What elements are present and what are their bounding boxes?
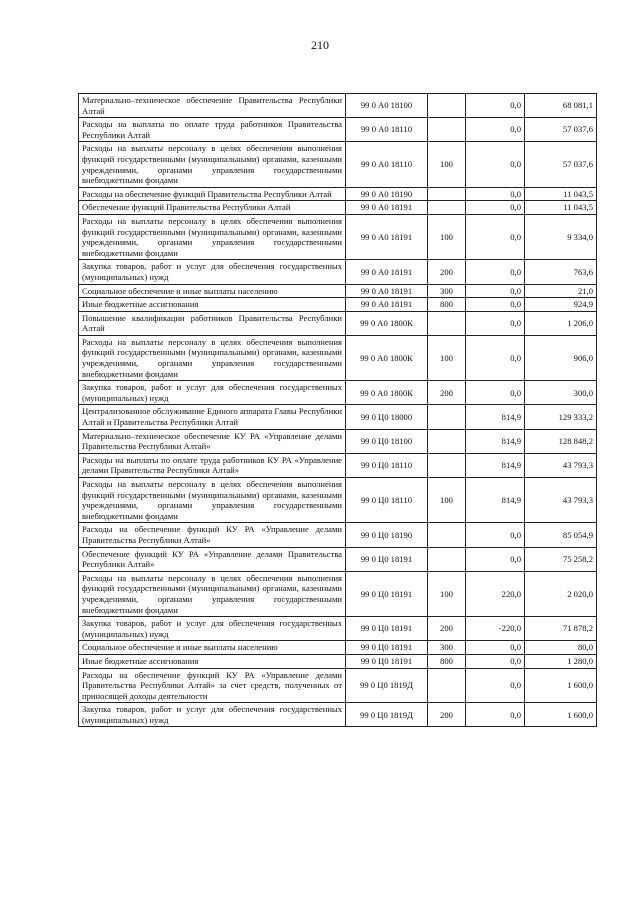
table-row <box>79 260 597 284</box>
row-name: Материально–техническое обеспечение Правительства Республики Алтай <box>79 94 346 118</box>
row-code: 99 0 Ц0 18190 <box>346 523 428 547</box>
row-name: Расходы на выплаты персоналу в целях обеспечения выполнения функций государственными (муниципальными) органами, казенными учреждениями, органами управления государственными внебюджетными фондами <box>79 478 346 523</box>
row-amount-total: 57 037,6 <box>525 118 597 142</box>
row-amount-total: 1 600,0 <box>525 703 597 727</box>
row-expense-type <box>428 118 466 142</box>
row-expense-type: 200 <box>428 617 466 641</box>
row-name: Повышение квалификации работников Правительства Республики Алтай <box>79 311 346 335</box>
row-expense-type <box>428 429 466 453</box>
row-amount-total: 80,0 <box>525 641 597 655</box>
row-expense-type: 100 <box>428 142 466 187</box>
row-amount-total: 906,0 <box>525 335 597 380</box>
row-amount-change: 0,0 <box>466 214 525 259</box>
row-amount-change: 0,0 <box>466 142 525 187</box>
table-row <box>79 617 597 641</box>
row-code: 99 0 А0 1800К <box>346 381 428 405</box>
table-row <box>79 335 597 380</box>
row-expense-type <box>428 405 466 429</box>
table-row <box>79 311 597 335</box>
row-amount-change: 0,0 <box>466 201 525 215</box>
row-code: 99 0 А0 18191 <box>346 284 428 298</box>
table-row <box>79 453 597 477</box>
row-name: Социальное обеспечение и иные выплаты населению <box>79 284 346 298</box>
row-expense-type <box>428 523 466 547</box>
row-name: Закупка товаров, работ и услуг для обеспечения государственных (муниципальных) нужд <box>79 260 346 284</box>
row-expense-type <box>428 453 466 477</box>
table-row <box>79 94 597 118</box>
row-amount-change: 0,0 <box>466 118 525 142</box>
row-amount-change: 814,9 <box>466 405 525 429</box>
row-amount-change: 0,0 <box>466 335 525 380</box>
row-amount-change: 220,0 <box>466 571 525 616</box>
row-amount-change: 0,0 <box>466 523 525 547</box>
row-expense-type: 100 <box>428 214 466 259</box>
table-row <box>79 187 597 201</box>
row-amount-total: 924,9 <box>525 298 597 312</box>
row-amount-total: 57 037,6 <box>525 142 597 187</box>
row-amount-total: 68 081,1 <box>525 94 597 118</box>
row-amount-total: 2 020,0 <box>525 571 597 616</box>
row-name: Обеспечение функций Правительства Республики Алтай <box>79 201 346 215</box>
row-name: Закупка товаров, работ и услуг для обеспечения государственных (муниципальных) нужд <box>79 703 346 727</box>
row-code: 99 0 Ц0 18191 <box>346 617 428 641</box>
row-name: Централизованное обслуживание Единого аппарата Главы Республики Алтай и Правительства Республики Алтай <box>79 405 346 429</box>
row-code: 99 0 А0 18190 <box>346 187 428 201</box>
row-code: 99 0 А0 18110 <box>346 118 428 142</box>
row-amount-change: 0,0 <box>466 381 525 405</box>
row-code: 99 0 А0 18110 <box>346 142 428 187</box>
budget-table <box>78 93 597 727</box>
budget-table-body <box>79 94 597 727</box>
row-code: 99 0 Ц0 18191 <box>346 571 428 616</box>
row-name: Закупка товаров, работ и услуг для обеспечения государственных (муниципальных) нужд <box>79 617 346 641</box>
row-amount-change: 814,9 <box>466 478 525 523</box>
table-row <box>79 381 597 405</box>
table-row <box>79 654 597 668</box>
row-name: Иные бюджетные ассигнования <box>79 298 346 312</box>
row-code: 99 0 А0 18191 <box>346 298 428 312</box>
row-amount-total: 1 280,0 <box>525 654 597 668</box>
row-name: Расходы на обеспечение функций КУ РА «Управление делами Правительства Республики Алтай» за счет средств, полученных от приносящей доходы деятельности <box>79 668 346 703</box>
row-amount-change: 0,0 <box>466 547 525 571</box>
table-row <box>79 429 597 453</box>
row-expense-type: 100 <box>428 478 466 523</box>
table-row <box>79 201 597 215</box>
row-amount-total: 71 878,2 <box>525 617 597 641</box>
row-expense-type <box>428 668 466 703</box>
row-expense-type <box>428 547 466 571</box>
table-row <box>79 641 597 655</box>
row-code: 99 0 Ц0 18100 <box>346 429 428 453</box>
row-expense-type: 200 <box>428 703 466 727</box>
row-amount-change: 0,0 <box>466 654 525 668</box>
row-name: Расходы на обеспечение функций Правительства Республики Алтай <box>79 187 346 201</box>
row-amount-total: 43 793,3 <box>525 478 597 523</box>
row-amount-total: 1 600,0 <box>525 668 597 703</box>
row-amount-change: 0,0 <box>466 187 525 201</box>
row-code: 99 0 Ц0 18110 <box>346 453 428 477</box>
row-amount-total: 75 258,2 <box>525 547 597 571</box>
row-expense-type <box>428 94 466 118</box>
table-row <box>79 405 597 429</box>
row-expense-type <box>428 201 466 215</box>
row-amount-total: 300,0 <box>525 381 597 405</box>
row-amount-total: 129 333,2 <box>525 405 597 429</box>
row-amount-total: 11 043,5 <box>525 201 597 215</box>
row-expense-type: 200 <box>428 260 466 284</box>
row-amount-change: 0,0 <box>466 298 525 312</box>
row-expense-type <box>428 187 466 201</box>
row-amount-total: 1 206,0 <box>525 311 597 335</box>
row-name: Расходы на выплаты по оплате труда работников Правительства Республики Алтай <box>79 118 346 142</box>
row-code: 99 0 А0 1800К <box>346 311 428 335</box>
row-amount-total: 11 043,5 <box>525 187 597 201</box>
row-name: Расходы на обеспечение функций КУ РА «Управление делами Правительства Республики Алтай» <box>79 523 346 547</box>
row-expense-type: 800 <box>428 298 466 312</box>
row-expense-type <box>428 311 466 335</box>
row-code: 99 0 Ц0 18000 <box>346 405 428 429</box>
row-code: 99 0 Ц0 1819Д <box>346 668 428 703</box>
table-row <box>79 298 597 312</box>
row-amount-total: 128 848,2 <box>525 429 597 453</box>
row-code: 99 0 А0 18191 <box>346 201 428 215</box>
table-row <box>79 118 597 142</box>
row-expense-type: 300 <box>428 641 466 655</box>
row-name: Обеспечение функций КУ РА «Управление делами Правительства Республики Алтай» <box>79 547 346 571</box>
row-name: Материально–техническое обеспечение КУ РА «Управление делами Правительства Республики Алтай» <box>79 429 346 453</box>
row-name: Иные бюджетные ассигнования <box>79 654 346 668</box>
row-name: Расходы на выплаты по оплате труда работников КУ РА «Управление делами Правительства Республики Алтай» <box>79 453 346 477</box>
row-code: 99 0 А0 1800К <box>346 335 428 380</box>
row-code: 99 0 Ц0 1819Д <box>346 703 428 727</box>
table-row <box>79 214 597 259</box>
row-code: 99 0 А0 18100 <box>346 94 428 118</box>
row-amount-change: 0,0 <box>466 260 525 284</box>
row-amount-change: 0,0 <box>466 641 525 655</box>
row-name: Расходы на выплаты персоналу в целях обеспечения выполнения функций государственными (муниципальными) органами, казенными учреждениями, органами управления государственными внебюджетными фондами <box>79 142 346 187</box>
table-row <box>79 142 597 187</box>
row-name: Расходы на выплаты персоналу в целях обеспечения выполнения функций государственными (муниципальными) органами, казенными учреждениями, органами управления государственными внебюджетными фондами <box>79 571 346 616</box>
row-expense-type: 100 <box>428 571 466 616</box>
row-amount-change: -220,0 <box>466 617 525 641</box>
row-expense-type: 800 <box>428 654 466 668</box>
table-row <box>79 703 597 727</box>
row-name: Расходы на выплаты персоналу в целях обеспечения выполнения функций государственными (муниципальными) органами, казенными учреждениями, органами управления государственными внебюджетными фондами <box>79 214 346 259</box>
row-amount-change: 814,9 <box>466 453 525 477</box>
row-code: 99 0 Ц0 18191 <box>346 547 428 571</box>
row-amount-total: 763,6 <box>525 260 597 284</box>
row-name: Закупка товаров, работ и услуг для обеспечения государственных (муниципальных) нужд <box>79 381 346 405</box>
table-row <box>79 523 597 547</box>
page-number: 210 <box>311 38 329 52</box>
row-amount-change: 0,0 <box>466 668 525 703</box>
table-row <box>79 547 597 571</box>
row-amount-change: 0,0 <box>466 703 525 727</box>
row-code: 99 0 Ц0 18110 <box>346 478 428 523</box>
row-amount-total: 9 334,0 <box>525 214 597 259</box>
row-code: 99 0 Ц0 18191 <box>346 654 428 668</box>
row-expense-type: 200 <box>428 381 466 405</box>
row-amount-change: 814,9 <box>466 429 525 453</box>
row-amount-total: 85 054,9 <box>525 523 597 547</box>
row-amount-change: 0,0 <box>466 284 525 298</box>
row-amount-change: 0,0 <box>466 311 525 335</box>
row-code: 99 0 А0 18191 <box>346 214 428 259</box>
table-row <box>79 571 597 616</box>
row-name: Социальное обеспечение и иные выплаты населению <box>79 641 346 655</box>
row-expense-type: 300 <box>428 284 466 298</box>
table-row <box>79 478 597 523</box>
table-row <box>79 668 597 703</box>
row-code: 99 0 Ц0 18191 <box>346 641 428 655</box>
row-expense-type: 100 <box>428 335 466 380</box>
row-name: Расходы на выплаты персоналу в целях обеспечения выполнения функций государственными (муниципальными) органами, казенными учреждениями, органами управления государственными внебюджетными фондами <box>79 335 346 380</box>
row-code: 99 0 А0 18191 <box>346 260 428 284</box>
row-amount-total: 43 793,3 <box>525 453 597 477</box>
table-row <box>79 284 597 298</box>
row-amount-total: 21,0 <box>525 284 597 298</box>
row-amount-change: 0,0 <box>466 94 525 118</box>
